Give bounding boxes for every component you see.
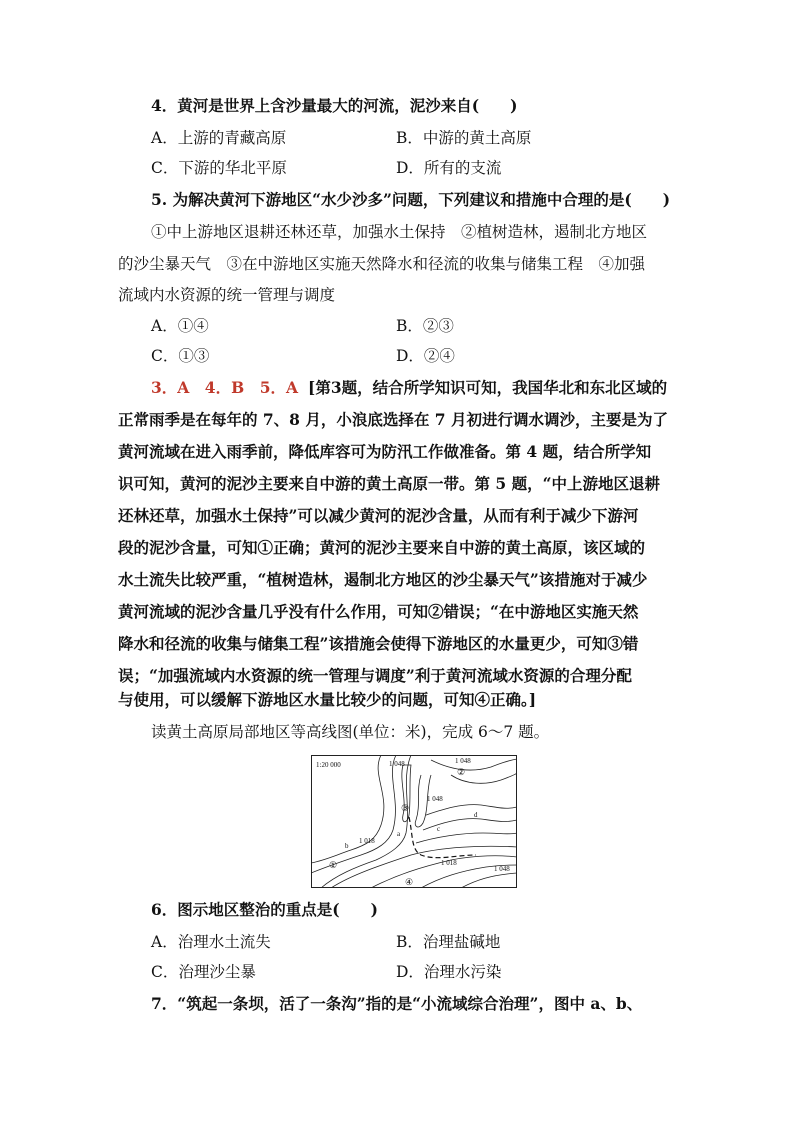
question-5-option-a: A．①④ bbox=[151, 317, 209, 335]
question-5-statement-line: 的沙尘暴天气 ③在中游地区实施天然降水和径流的收集与储集工程 ④加强 bbox=[118, 255, 646, 273]
map-marker-3: ③ bbox=[401, 803, 410, 813]
map-marker-2: ② bbox=[457, 767, 466, 777]
map-frame bbox=[312, 756, 517, 888]
map-point-d: d bbox=[474, 811, 478, 819]
answer-explanation-line: 水土流失比较严重，“植树造林，遏制北方地区的沙尘暴天气”该措施对于减少 bbox=[118, 570, 648, 589]
elevation-label: 1 048 bbox=[455, 757, 471, 765]
map-marker-4: ④ bbox=[405, 877, 414, 887]
answer-explanation-line: 误；“加强流域内水资源的统一管理与调度”利于黄河流域水资源的合理分配 bbox=[118, 666, 632, 685]
question-4-option-c: C．下游的华北平原 bbox=[151, 159, 287, 177]
question-7-stem: 7．“筑起一条坝，活了一条沟”指的是“小流域综合治理”，图中 a、b、 bbox=[151, 994, 643, 1013]
question-5-option-d: D．②④ bbox=[396, 347, 455, 365]
answer-key: 3．A 4．B 5．A bbox=[151, 378, 299, 397]
question-5-stem: 5. 为解决黄河下游地区“水少沙多”问题，下列建议和措施中合理的是( ) bbox=[151, 190, 671, 209]
map-point-c: c bbox=[437, 825, 441, 833]
answer-explanation-line: 与使用，可以缓解下游地区水量比较少的问题，可知④正确。] bbox=[118, 690, 537, 709]
question-4-option-d: D．所有的支流 bbox=[396, 159, 502, 177]
answer-explanation-line: [第3题，结合所学知识可知，我国华北和东北区域的 bbox=[308, 378, 668, 397]
question-6-option-b: B．治理盐碱地 bbox=[396, 933, 501, 951]
question-5-option-c: C．①③ bbox=[151, 347, 210, 365]
answer-first-line bbox=[151, 378, 667, 398]
elevation-label: 1 018 bbox=[441, 859, 457, 867]
map-marker-1: ① bbox=[329, 860, 338, 870]
question-4-option-b: B．中游的黄土高原 bbox=[396, 129, 532, 147]
question-4-stem: 4．黄河是世界上含沙量最大的河流，泥沙来自( ) bbox=[151, 96, 518, 115]
elevation-label: 1 048 bbox=[427, 795, 443, 803]
answer-explanation-line: 降水和径流的收集与储集工程”该措施会使得下游地区的水量更少，可知③错 bbox=[118, 634, 639, 653]
question-6-stem: 6．图示地区整治的重点是( ) bbox=[151, 900, 378, 919]
answer-explanation-line: 正常雨季是在每年的 7、8 月，小浪底选择在 7 月初进行调水调沙，主要是为了 bbox=[118, 410, 668, 429]
elevation-label: 1 048 bbox=[494, 865, 510, 873]
elevation-label: 1 048 bbox=[389, 760, 405, 768]
contour-map bbox=[311, 755, 517, 888]
answer-explanation-line: 黄河流域在进入雨季前，降低库容可为防汛工作做准备。第 4 题，结合所学知 bbox=[118, 442, 652, 461]
question-6-option-d: D．治理水污染 bbox=[396, 963, 502, 981]
map-intro: 读黄土高原局部地区等高线图(单位：米)，完成 6～7 题。 bbox=[151, 723, 550, 741]
map-scale: 1:20 000 bbox=[316, 761, 341, 769]
map-point-b: b bbox=[345, 842, 349, 850]
question-5-statement-line: 流域内水资源的统一管理与调度 bbox=[118, 286, 336, 304]
question-5-option-b: B．②③ bbox=[396, 317, 454, 335]
answer-explanation-line: 段的泥沙含量，可知①正确；黄河的泥沙主要来自中游的黄土高原，该区域的 bbox=[118, 538, 646, 557]
map-point-a: a bbox=[397, 830, 401, 838]
answer-explanation-line: 识可知，黄河的泥沙主要来自中游的黄土高原一带。第 5 题，“中上游地区退耕 bbox=[118, 474, 660, 493]
answer-explanation-line: 黄河流域的泥沙含量几乎没有什么作用，可知②错误；“在中游地区实施天然 bbox=[118, 602, 639, 621]
question-5-statement-line: ①中上游地区退耕还林还草，加强水土保持 ②植树造林，遏制北方地区 bbox=[151, 223, 648, 241]
question-6-option-a: A．治理水土流失 bbox=[151, 933, 271, 951]
answer-explanation-line: 还林还草，加强水土保持”可以减少黄河的泥沙含量，从而有利于减少下游河 bbox=[118, 506, 639, 525]
question-6-option-c: C．治理沙尘暴 bbox=[151, 963, 256, 981]
question-4-option-a: A．上游的青藏高原 bbox=[151, 129, 287, 147]
elevation-label: 1 018 bbox=[359, 837, 375, 845]
